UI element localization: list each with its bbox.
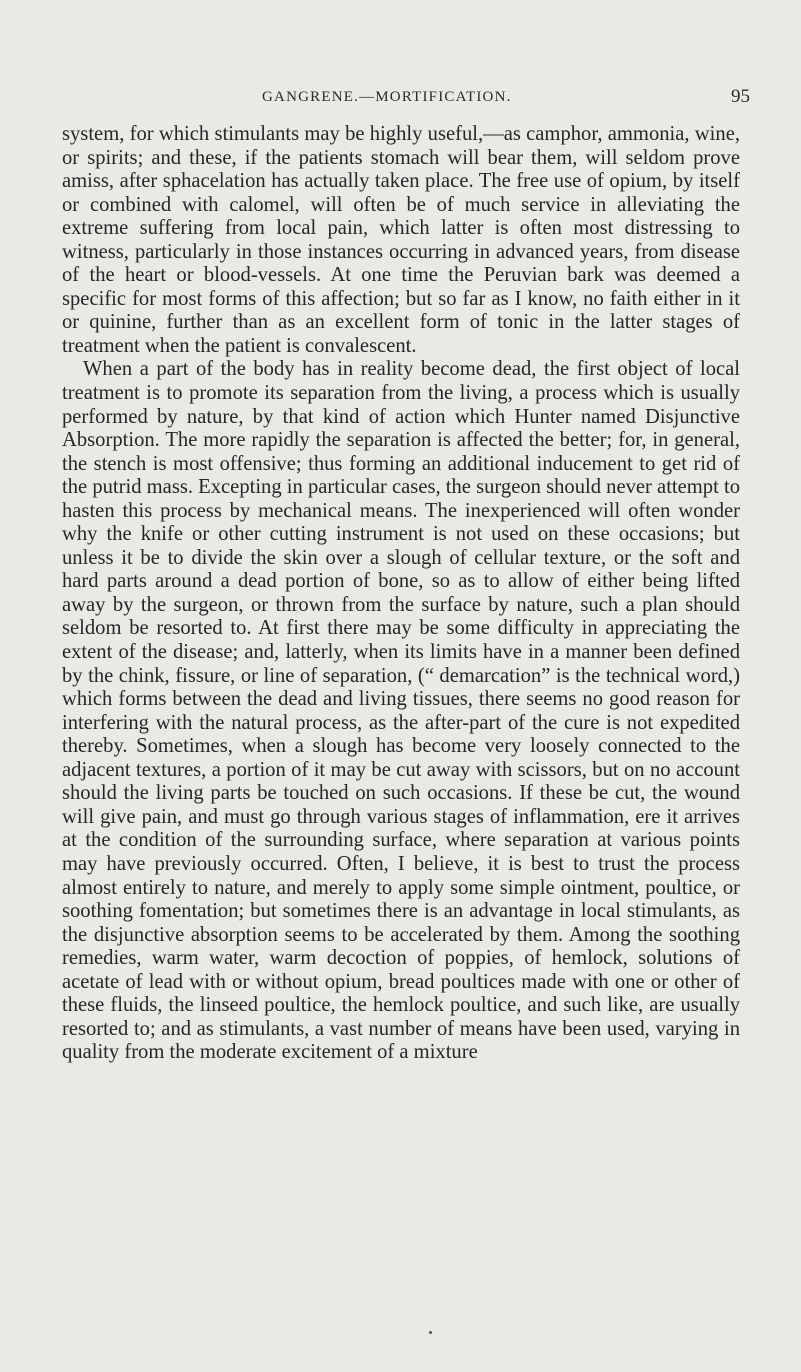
paragraph-1: system, for which stimulants may be highly useful,—as camphor, ammonia, wine, or spirits; and these, if the patients stomach will bear them, will seldom prove amiss, after sphacelation has actually taken place. The free use of opium, by itself or combined with calomel, will often be of much service in alleviating the extreme suffering from local pain, which latter is often most distressing to witness, particularly in those instances occurring in advanced years, from disease of the heart or blood-vessels. At one time the Peruvian bark was deemed a specific for most forms of this affection; but so far as I know, no faith either in it or quinine, further than as an excellent form of tonic in the latter stages of treatment when the patient is convalescent. — [62, 123, 740, 357]
running-head: GANGRENE.—MORTIFICATION. — [262, 89, 512, 105]
print-speck — [429, 1331, 432, 1334]
paragraph-2: When a part of the body has in reality become dead, the first object of local treatment is to promote its separation from the living, a process which is usually performed by nature, by that kind of action which Hunter named Disjunctive Absorption. The more rapidly the separation is affected the better; for, in general, the stench is most offensive; thus forming an additional inducement to get rid of the putrid mass. Excepting in particular cases, the surgeon should never attempt to hasten this process by mechanical means. The inexperienced will often wonder why the knife or other cutting instrument is not used on these occasions; but unless it be to divide the skin over a slough of cellular texture, or the soft and hard parts around a dead portion of bone, so as to allow of either being lifted away by the surgeon, or thrown from the surface by nature, such a plan should seldom be resorted to. At first there may be some difficulty in appreciating the extent of the disease; and, latterly, when its limits have in a manner been defined by the chink, fissure, or line of separation, (“ demarcation” is the technical word,) which forms between the dead and living tissues, there seems no good reason for interfering with the natural process, as the after-part of the cure is not expedited thereby. Sometimes, when a slough has become very loosely connected to the adjacent textures, a portion of it may be cut away with scissors, but on no account should the living parts be touched on such occasions. If these be cut, the wound will give pain, and must go through various stages of inflammation, ere it arrives at the condition of the surrounding surface, where separation at various points may have previously occurred. Often, I believe, it is best to trust the process almost entirely to nature, and merely to apply some simple ointment, poultice, or soothing fomentation; but sometimes there is an advantage in local stimulants, as the disjunctive absorption seems to be accelerated by them. Among the soothing remedies, warm water, warm decoction of poppies, of hemlock, solutions of acetate of lead with or without opium, bread poultices made with one or other of these fluids, the linseed poultice, the hemlock poultice, and such like, are usually resorted to; and as stimulants, a vast number of means have been used, varying in quality from the moderate excitement of a mixture — [62, 358, 740, 1064]
page-number: 95 — [731, 86, 750, 107]
body-text — [62, 123, 740, 1065]
